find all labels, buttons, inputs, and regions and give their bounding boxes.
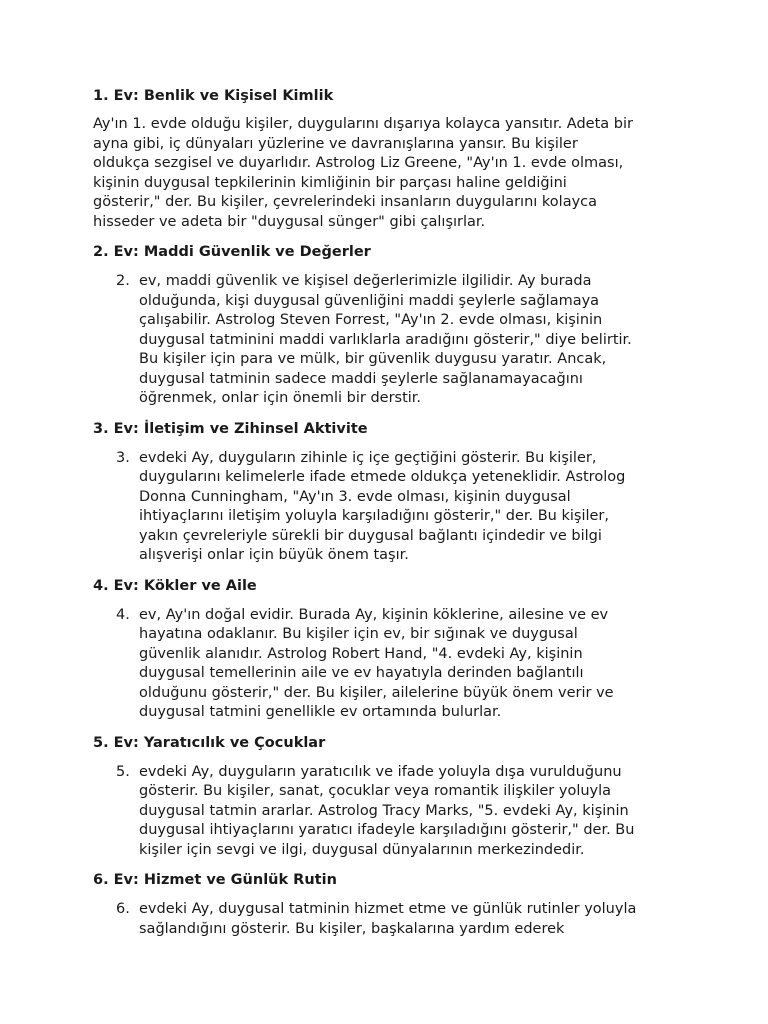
section-heading-house-2: 2. Ev: Maddi Güvenlik ve Değerler [93, 244, 371, 260]
list-item-house-3 [93, 449, 683, 566]
list-item-house-6 [93, 900, 683, 939]
list-number: 3. [116, 449, 130, 466]
list-item-text: evdeki Ay, duyguların yaratıcılık ve ifade yoluyla dışa vurulduğunu gösterir. Bu kişiler, sanat, çocuklar veya romantik ilişkiler yoluyla duygusal tatmin ararlar. Astrolog Tracy Marks, "5. evdeki Ay, kişinin duygusal ihtiyaçlarını yaratıcı ifadeyle karşıladığını gösterir," der. Bu kişiler için sevgi ve ilgi, duygusal dünyalarının merkezindedir. [139, 763, 635, 858]
list-number: 6. [116, 901, 130, 917]
section-heading-house-4: 4. Ev: Kökler ve Aile [93, 577, 257, 594]
list-item-text: ev, maddi güvenlik ve kişisel değerlerimizle ilgilidir. Ay burada olduğunda, kişi duygusal güvenliğini maddi şeylerle sağlamaya çalışabilir. Astrolog Steven Forrest, "Ay'ın 2. evde olması, kişinin duygusal tatminini maddi varlıklarla aradığını gösterir," diye belirtir. Bu kişiler için para ve mülk, bir güvenlik duygusu yaratır. Ancak, duygusal tatminin sadece maddi şeylerle sağlanamayacağını öğrenmek, onlar için önemli bir derstir. [139, 273, 632, 406]
section-heading-house-3: 3. Ev: İletişim ve Zihinsel Aktivite [93, 420, 368, 437]
list-item-house-2 [93, 272, 683, 409]
list-number: 2. [116, 273, 130, 289]
list-item-text: evdeki Ay, duygusal tatminin hizmet etme ve günlük rutinler yoluyla sağlandığını gösterir. Bu kişiler, başkalarına yardım ederek [139, 901, 637, 937]
list-item-house-5 [93, 763, 683, 861]
list-number: 5. [116, 763, 130, 780]
list-item-text: ev, Ay'ın doğal evidir. Burada Ay, kişinin köklerine, ailesine ve ev hayatına odaklanır. Bu kişiler için ev, bir sığınak ve duygusal güvenlik alanıdır. Astrolog Robert Hand, "4. evdeki Ay, kişinin duygusal temellerinin aile ve ev hayatıyla derinden bağlantılı olduğunu gösterir," der. Bu kişiler, ailelerine büyük önem verir ve duygusal tatmini genellikle ev ortamında bulurlar. [139, 606, 614, 720]
section-heading-house-1: 1. Ev: Benlik ve Kişisel Kimlik [93, 88, 334, 104]
list-item-house-4 [93, 606, 683, 723]
document-page [93, 86, 683, 939]
section-heading-house-6: 6. Ev: Hizmet ve Günlük Rutin [93, 872, 337, 888]
section-heading-house-5: 5. Ev: Yaratıcılık ve Çocuklar [93, 734, 326, 751]
list-number: 4. [116, 606, 130, 623]
list-item-text: evdeki Ay, duyguların zihinle iç içe geçtiğini gösterir. Bu kişiler, duygularını kelimelerle ifade etmede oldukça yeteneklidir. Astrolog Donna Cunningham, "Ay'ın 3. evde olması, kişinin duygusal ihtiyaçlarını iletişim yoluyla karşıladığını gösterir," der. Bu kişiler, yakın çevreleriyle sürekli bir duygusal bağlantı içindedir ve bilgi alışverişi onlar için büyük önem taşır. [139, 449, 626, 563]
section-paragraph-house-1: Ay'ın 1. evde olduğu kişiler, duygularını dışarıya kolayca yansıtır. Adeta bir ayna gibi, iç dünyaları yüzlerine ve davranışlarına yansır. Bu kişiler oldukça sezgisel ve duyarlıdır. Astrolog Liz Greene, "Ay'ın 1. evde olması, kişinin duygusal tepkilerinin kimliğinin bir parçası haline geldiğini gösterir," der. Bu kişiler, çevrelerindeki insanların duygularını kolayca hisseder ve adeta bir "duygusal sünger" gibi çalışırlar. [93, 116, 633, 230]
